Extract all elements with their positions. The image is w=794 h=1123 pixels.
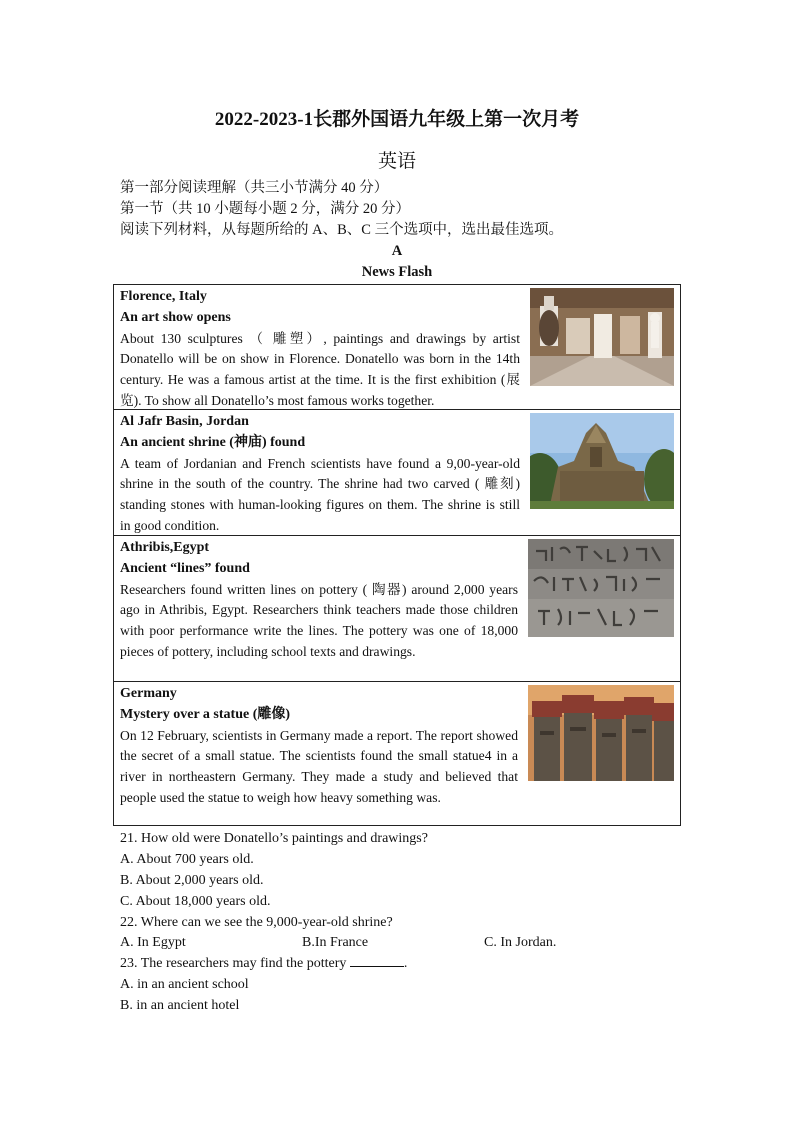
news-table [113,284,681,826]
news-body: On 12 February, scientists in Germany made a report. The report showed the secret of a small statue. The scientists found the small statue4 in a river in northeastern Germany. They made a study and believed that people used the statue to weigh how heavy something was. [120,727,518,805]
subject-title: 英语 [377,151,416,172]
stone-statues-photo [528,685,674,781]
answer-blank[interactable] [350,954,404,967]
question-22-option-b[interactable]: B.In France [302,935,369,950]
news-headline: An ancient shrine (神庙) found [120,434,306,450]
ancient-temple-photo [530,413,674,509]
news-item-florence [114,285,680,410]
passage-title: News Flash [361,264,433,280]
news-headline: An art show opens [120,309,231,325]
question-21-option-a[interactable]: A. About 700 years old. [120,852,254,867]
page-title: 2022-2023-1长郡外国语九年级上第一次月考 [214,109,580,130]
news-place: Germany [120,686,177,701]
news-place: Athribis,Egypt [120,540,210,555]
news-place: Al Jafr Basin, Jordan [120,414,249,429]
question-23-option-b[interactable]: B. in an ancient hotel [120,998,240,1013]
news-body: Researchers found written lines on pottery ( 陶器) around 2,000 years ago in Athribis, Egypt. Researchers think teachers made those children with poor performance write the lines. The pottery was one of 18,000 pieces of pottery, including school texts and drawings. [120,581,518,659]
question-23-option-a[interactable]: A. in an ancient school [120,977,249,992]
part-instruction: 第一部分阅读理解（共三小节满分 40 分） [120,180,389,196]
question-21-option-b[interactable]: B. About 2,000 years old. [120,873,264,888]
question-23-stem-line: 23. The researchers may find the pottery . [120,956,408,971]
question-22-option-a[interactable]: A. In Egypt [120,935,186,950]
news-item-jordan [114,410,680,536]
section-instruction: 第一节（共 10 小题每小题 2 分，满分 20 分） [120,201,410,217]
direction-text: 阅读下列材料，从每题所给的 A、B、C 三个选项中，选出最佳选项。 [120,222,564,238]
question-22-option-c[interactable]: C. In Jordan. [484,935,557,950]
museum-hall-photo [530,288,674,386]
news-body: A team of Jordanian and French scientists have found a 9,00-year-old shrine in the south of the country. The shrine had two carved ( 雕刻) standing stones with human-looking figures on them. The shrine is still in good condition. [120,455,520,533]
question-23-stem: 23. The researchers may find the pottery [120,956,347,971]
news-item-egypt [114,536,680,682]
news-headline: Mystery over a statue (雕像) [120,706,291,722]
question-21-stem: 21. How old were Donatello’s paintings and drawings? [120,831,428,846]
news-body: About 130 sculptures （ 雕塑）, paintings and drawings by artist Donatello will be on show in Florence. Donatello was born in the 14th century. He was a famous artist at the time. It is the first exhibition (展览). To show all Donatello’s most famous works together. [120,330,520,408]
news-item-germany [114,682,680,825]
question-21-option-c[interactable]: C. About 18,000 years old. [120,894,271,909]
question-22-stem: 22. Where can we see the 9,000-year-old shrine? [120,915,393,930]
passage-label: A [391,243,403,259]
news-headline: Ancient “lines” found [120,560,250,576]
hieroglyph-stone-photo [528,539,674,637]
news-place: Florence, Italy [120,289,207,304]
